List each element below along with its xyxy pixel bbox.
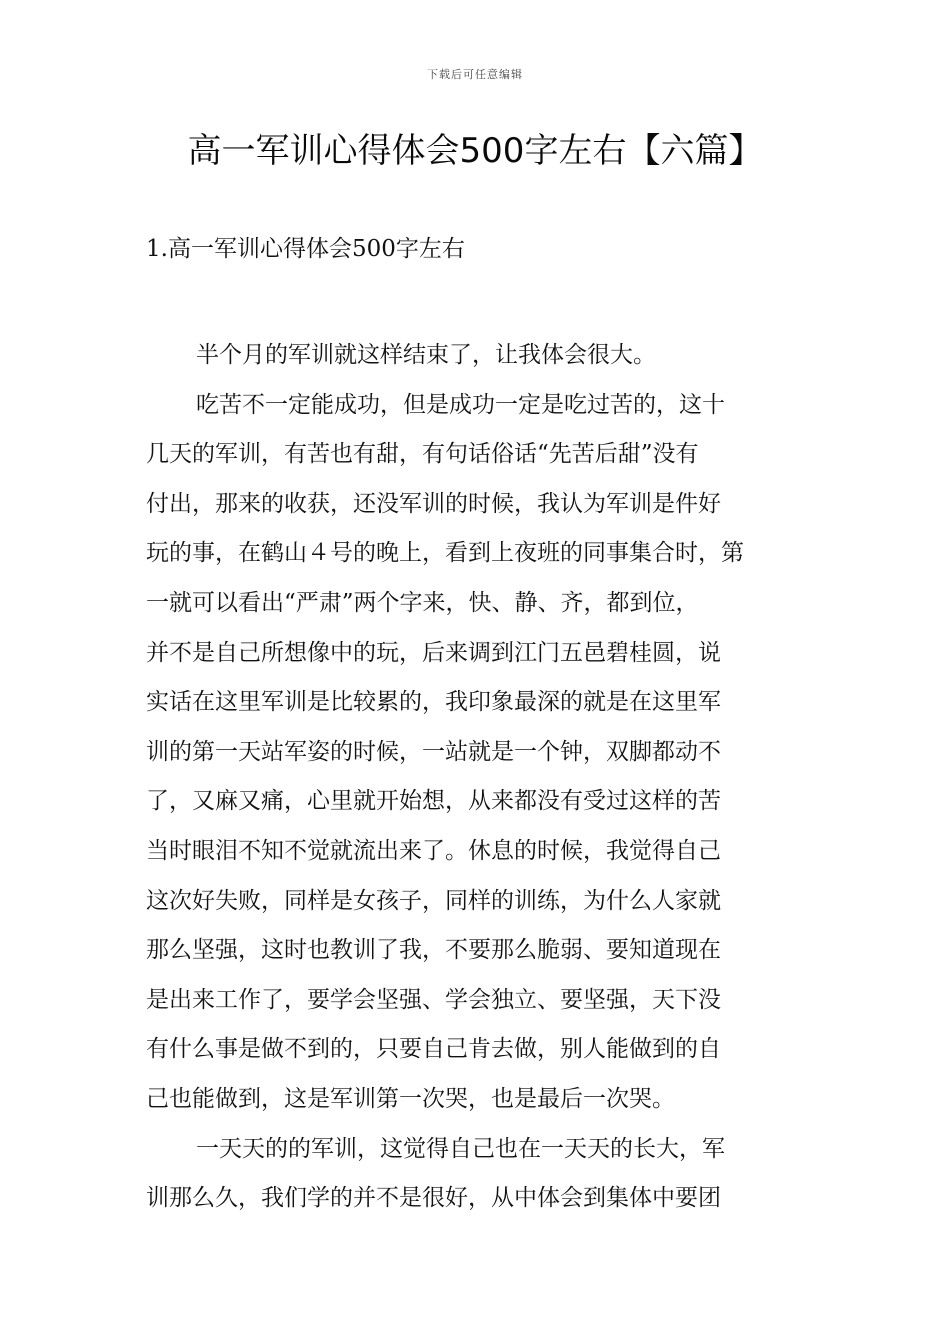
paragraph-3-line: 一天天的的军训，这觉得自己也在一天天的长大，军 [196,1135,725,1162]
paragraph-2-line: 己也能做到，这是军训第一次哭，也是最后一次哭。 [146,1085,675,1112]
paragraph-2-line: 有什么事是做不到的，只要自己肯去做，别人能做到的自 [146,1036,721,1063]
document-title: 高一军训心得体会500字左右【六篇】 [187,131,763,171]
paragraph-2-line: 训的第一天站军姿的时候，一站就是一个钟，双脚都动不 [146,738,721,765]
paragraph-2-line: 实话在这里军训是比较累的，我印象最深的就是在这里军 [146,689,721,716]
section-heading: 1.高一军训心得体会500字左右 [146,236,465,262]
paragraph-2-line: 一就可以看出“严肃”两个字来，快、静、齐，都到位， [146,589,699,616]
paragraph-2-line: 并不是自己所想像中的玩，后来调到江门五邑碧桂圆，说 [146,639,721,666]
paragraph-2-line: 当时眼泪不知不觉就流出来了。休息的时候，我觉得自己 [146,837,721,864]
paragraph-2-line: 了，又麻又痛，心里就开始想，从来都没有受过这样的苦 [146,788,721,815]
paragraph-2-line: 玩的事，在鹤山４号的晚上，看到上夜班的同事集合时，第 [146,540,744,567]
paragraph-2-line: 几天的军训，有苦也有甜，有句话俗话“先苦后甜”没有 [146,441,699,468]
paragraph-2-line: 吃苦不一定能成功，但是成功一定是吃过苦的，这十 [196,391,725,418]
body-text [146,331,806,1224]
paragraph-2-line: 是出来工作了，要学会坚强、学会独立、要坚强，天下没 [146,986,721,1013]
header-note: 下载后可任意编辑 [427,68,523,81]
paragraph-1-line: 半个月的军训就这样结束了，让我体会很大。 [196,342,656,368]
paragraph-2-line: 那么坚强，这时也教训了我，不要那么脆弱、要知道现在 [146,937,721,964]
paragraph-2-line: 付出，那来的收获，还没军训的时候，我认为军训是件好 [146,490,721,517]
paragraph-2-line: 这次好失败，同样是女孩子，同样的训练，为什么人家就 [146,887,721,914]
paragraph-3-line: 训那么久，我们学的并不是很好，从中体会到集体中要团 [146,1185,721,1212]
